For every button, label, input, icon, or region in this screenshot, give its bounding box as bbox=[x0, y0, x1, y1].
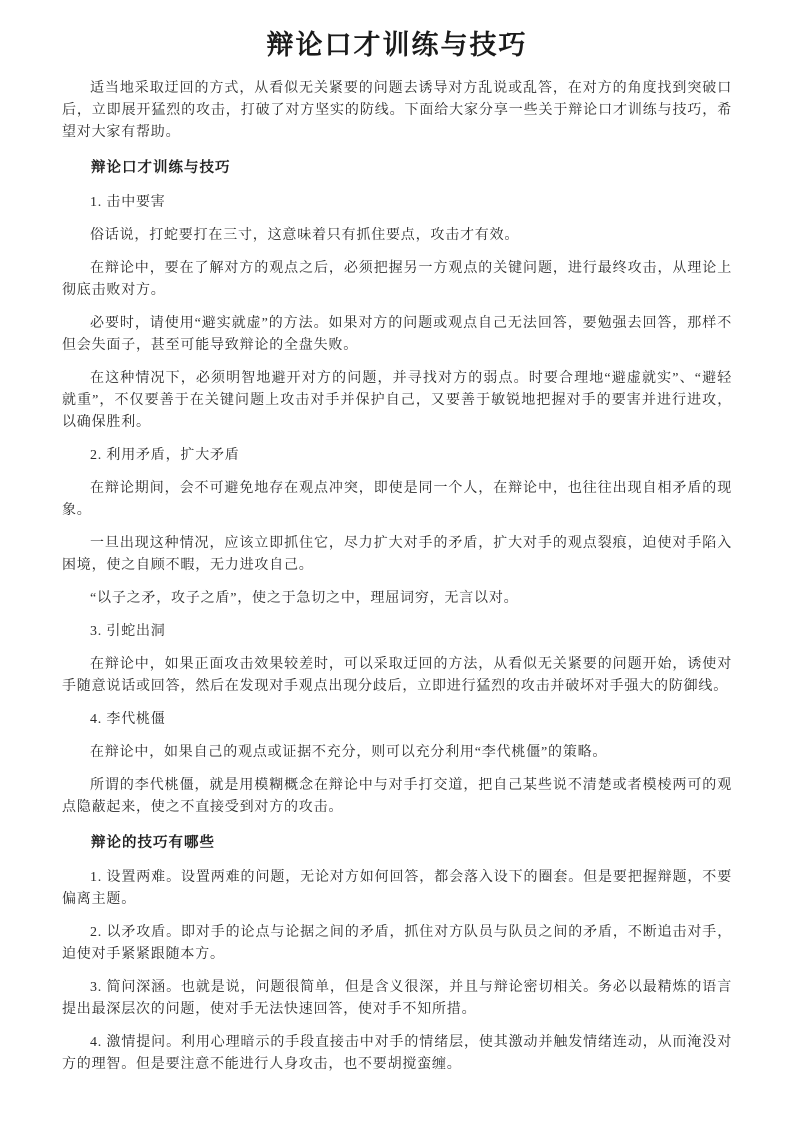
section-1-item-4-heading: 4. 李代桃僵 bbox=[90, 712, 166, 727]
section-2-tip-4: 4. 激情提问。利用心理暗示的手段直接击中对手的情绪层，使其激动并触发情绪连动，从而淹没对方的理智。但是要注意不能进行人身攻击，也不要胡搅蛮缠。 bbox=[62, 1035, 732, 1072]
section-1-item-3-heading: 3. 引蛇出洞 bbox=[90, 624, 166, 639]
document-title: 辩论口才训练与技巧 bbox=[266, 30, 528, 60]
section-1-item-3-paragraph-1: 在辩论中，如果正面攻击效果较差时，可以采取迂回的方法，从看似无关紧要的问题开始，诱使对手随意说话或回答，然后在发现对手观点出现分歧后，立即进行猛烈的攻击并破坏对手强大的防御线。 bbox=[62, 657, 732, 694]
section-1-item-1-paragraph-4: 在这种情况下，必须明智地避开对方的问题，并寻找对方的弱点。时要合理地“避虚就实”、“避轻就重”，不仅要善于在关键问题上攻击对手并保护自己，又要善于敏锐地把握对手的要害并进行进攻，以确保胜利。 bbox=[62, 371, 732, 430]
section-1-item-4-paragraph-1: 在辩论中，如果自己的观点或证据不充分，则可以充分利用“李代桃僵”的策略。 bbox=[90, 745, 608, 760]
section-1-item-2-paragraph-1: 在辩论期间，会不可避免地存在观点冲突，即使是同一个人，在辩论中，也往往出现自相矛盾的现象。 bbox=[62, 481, 732, 518]
section-1-item-2-heading: 2. 利用矛盾，扩大矛盾 bbox=[90, 448, 240, 463]
section-1-item-1-paragraph-1: 俗话说，打蛇要打在三寸，这意味着只有抓住要点，攻击才有效。 bbox=[90, 228, 520, 243]
section-1-item-1-paragraph-3: 必要时，请使用“避实就虚”的方法。如果对方的问题或观点自己无法回答，要勉强去回答，那样不但会失面子，甚至可能导致辩论的全盘失败。 bbox=[62, 316, 732, 353]
section-2-tip-1: 1. 设置两难。设置两难的问题，无论对方如何回答，都会落入设下的圈套。但是要把握辩题，不要偏离主题。 bbox=[62, 870, 732, 907]
section-2-heading: 辩论的技巧有哪些 bbox=[91, 835, 215, 851]
section-2-tip-3: 3. 简问深涵。也就是说，问题很简单，但是含义很深，并且与辩论密切相关。务必以最精炼的语言提出最深层次的问题，使对手无法快速回答，使对手不知所措。 bbox=[62, 980, 732, 1017]
section-1-item-1-paragraph-2: 在辩论中，要在了解对方的观点之后，必须把握另一方观点的关键问题，进行最终攻击，从理论上彻底击败对方。 bbox=[62, 261, 732, 298]
intro-paragraph: 适当地采取迂回的方式，从看似无关紧要的问题去诱导对方乱说或乱答，在对方的角度找到突破口后，立即展开猛烈的攻击，打破了对方坚实的防线。下面给大家分享一些关于辩论口才训练与技巧，希望对大家有帮助。 bbox=[62, 81, 732, 140]
section-1-item-2-paragraph-3: “以子之矛，攻子之盾”，使之于急切之中，理屈词穷，无言以对。 bbox=[90, 591, 519, 606]
section-1-item-4-paragraph-2: 所谓的李代桃僵，就是用模糊概念在辩论中与对手打交道，把自己某些说不清楚或者模棱两可的观点隐蔽起来，使之不直接受到对方的攻击。 bbox=[62, 778, 732, 815]
section-1-item-1-heading: 1. 击中要害 bbox=[90, 195, 166, 210]
section-2-tip-2: 2. 以矛攻盾。即对手的论点与论据之间的矛盾，抓住对方队员与队员之间的矛盾，不断追击对手，迫使对手紧紧跟随本方。 bbox=[62, 925, 732, 962]
section-1-item-2-paragraph-2: 一旦出现这种情况，应该立即抓住它，尽力扩大对手的矛盾，扩大对手的观点裂痕，迫使对手陷入困境，使之自顾不暇，无力进攻自己。 bbox=[62, 536, 732, 573]
section-1-heading: 辩论口才训练与技巧 bbox=[91, 160, 231, 176]
